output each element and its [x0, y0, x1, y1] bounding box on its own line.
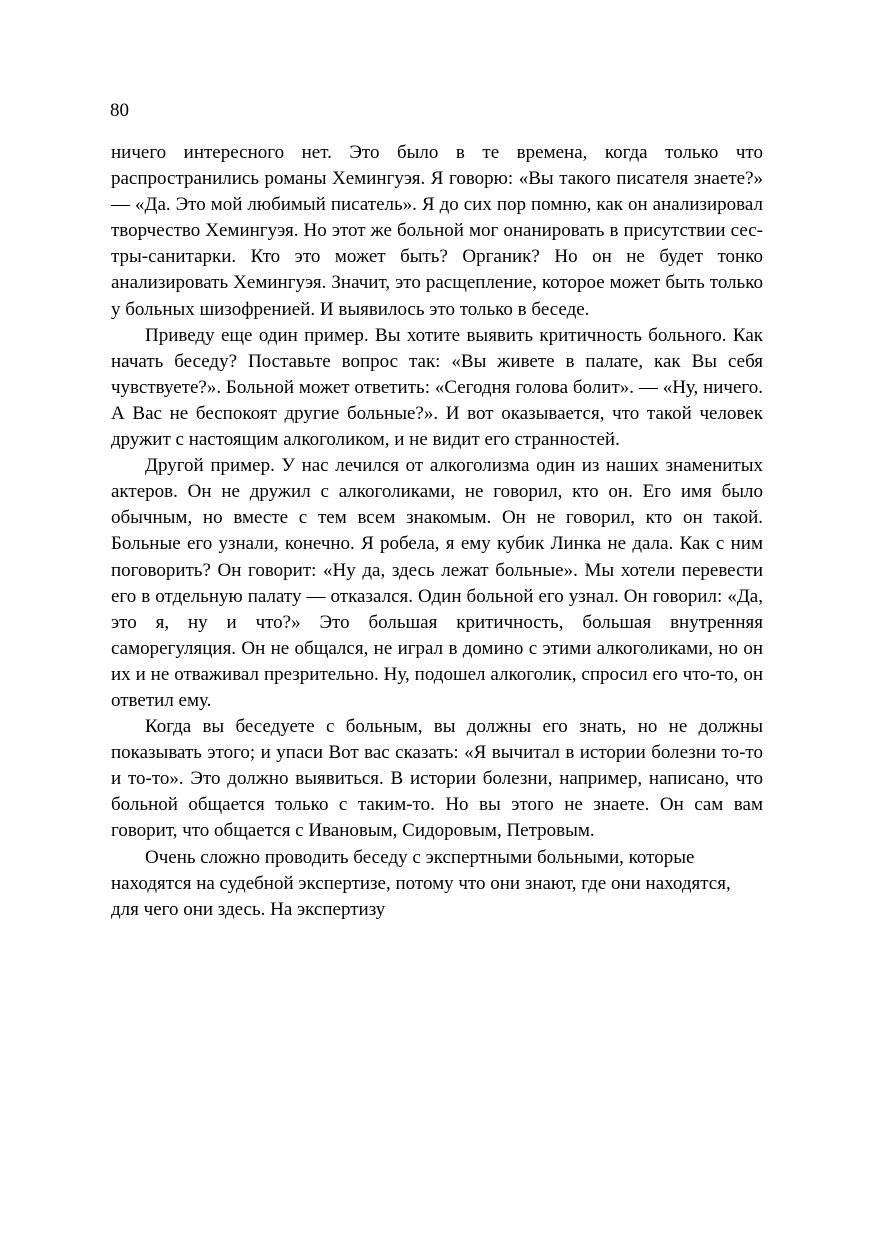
paragraph-actor-example: Другой пример. У нас лечился от алкоголизма один из наших знаменитых актеров. Он не дружил с алкоголиками, не говорил, кто он. Его имя было обычным, но вместе с тем всем знакомым. Он не говорил, кто он такой. Больные его узнали, конечно. Я робела, я ему кубик Линка не дала. Как с ним поговорить? Он говорит: «Ну да, здесь лежат больные». Мы хотели перевести его в отдельную палату — отказался. Один больной его узнал. Он говорил: «Да, это я, ну и что?» Это большая критичность, большая внутренняя саморегуляция. Он не общался, не играл в домино с этими алкоголиками, но он их и не отваживал презрительно. Ну, подошел алкоголик, спросил его что-то, он ответил ему. [111, 455, 763, 711]
paragraph-expert-patients: Очень сложно проводить беседу с экспертными больными, которые находятся на судебной экспертизе, потому что они знают, где они находятся, для чего они здесь. На экспертизу [111, 846, 731, 920]
body-text [111, 140, 763, 923]
paragraph-criticality-example: Приведу еще один пример. Вы хотите выявить критичность больного. Как начать беседу? Поставьте вопрос так: «Вы живете в палате, как Вы себя чувствуете?». Больной может ответить: «Сегодня голова болит». — «Ну, ничего. А Вас не беспокоят другие больные?». И вот оказывается, что такой человек дружит с настоящим алкоголиком, и не видит его странностей. [111, 324, 763, 451]
page-number: 80 [110, 100, 129, 121]
paragraph-conversation-advice: Когда вы беседуете с больным, вы должны его знать, но не должны показывать этого; и упаси Вот вас сказать: «Я вычитал в истории болезни то-то и то-то». Это должно выявиться. В истории болезни, например, написано, что больной общается только с таким-то. Но вы этого не знаете. Он сам вам говорит, что общается с Ивановым, Сидоровым, Петровым. [111, 716, 763, 842]
paragraph-continuation: ничего интересного нет. Это было в те времена, когда только что распространились романы Хемингуэя. Я говорю: «Вы такого писателя знаете?» — «Да. Это мой любимый писатель». Я до сих пор помню, как он анализировал творчество Хемингуэя. Но этот же больной мог онанировать в присутствии сес- тры-санитарки. Кто это может быть? Органик? Но он не будет тонко анализировать Хемингуэя. Значит, это расщепление, которое может быть только у больных шизофренией. И выявилось это только в беседе. [111, 142, 763, 320]
